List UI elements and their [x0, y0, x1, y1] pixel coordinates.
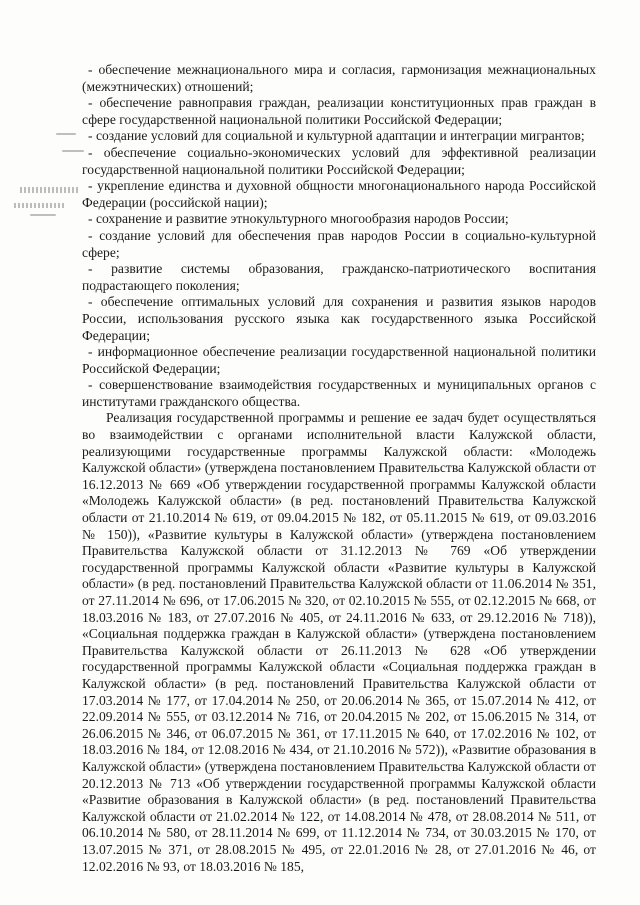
- list-dash: -: [88, 377, 93, 393]
- list-dash: -: [88, 95, 93, 111]
- list-item: [82, 62, 596, 95]
- scan-artifact: [56, 133, 76, 135]
- list-dash: -: [88, 294, 93, 310]
- list-dash: -: [88, 261, 93, 277]
- list-item: [82, 128, 596, 145]
- list-item: [82, 95, 596, 128]
- list-item: [82, 178, 596, 211]
- list-item-text: обеспечение оптимальных условий для сохранения и развития языков народов России, использования русского языка как государственного языка Российской Федерации;: [82, 294, 596, 343]
- list-item-text: создание условий для обеспечения прав народов России в социально-культурной сфере;: [82, 227, 596, 260]
- list-dash: -: [88, 144, 93, 160]
- list-item-text: развитие системы образования, гражданско-патриотического воспитания подрастающего поколения;: [82, 261, 596, 293]
- body-paragraph: Реализация государственной программы и решение ее задач будет осуществляться во взаимодействии с органами исполнительной власти Калужской области, реализующими государственные программы Калужской области: «Молодежь Калужской области» (утверждена постановлением Правительства Калужской области от 16.12.2013 № 669 «Об утверждении государственной программы Калужской области «Молодежь Калужской области» (в ред. постановлений Правительства Калужской области от 21.10.2014 № 619, от 09.04.2015 № 182, от 05.11.2015 № 619, от 09.03.2016 № 150)), «Развитие культуры в Калужской области» (утверждена постановлением Правительства Калужской области от 31.12.2013 № 769 «Об утверждении государственной программы Калужской области «Развитие культуры в Калужской области» (в ред. постановлений Правительства Калужской области от 11.06.2014 № 351, от 27.11.2014 № 696, от 17.06.2015 № 320, от 02.10.2015 № 555, от 02.12.2015 № 668, от 18.03.2016 № 183, от 27.07.2016 № 405, от 24.11.2016 № 633, от 29.12.2016 № 718)), «Социальная поддержка граждан в Калужской области» (утверждена постановлением Правительства Калужской области от 26.11.2013 № 628 «Об утверждении государственной программы Калужской области «Социальная поддержка граждан в Калужской области» (в ред. постановлений Правительства Калужской области от 17.03.2014 № 177, от 17.04.2014 № 250, от 20.06.2014 № 365, от 15.07.2014 № 412, от 22.09.2014 № 555, от 03.12.2014 № 716, от 20.04.2015 № 202, от 15.06.2015 № 314, от 26.06.2015 № 346, от 06.07.2015 № 361, от 17.11.2015 № 640, от 17.02.2016 № 102, от 18.03.2016 № 184, от 12.08.2016 № 434, от 21.10.2016 № 572)), «Развитие образования в Калужской области» (утверждена постановлением Правительства Калужской области от 20.12.2013 № 713 «Об утверждении государственной программы Калужской области «Развитие образования в Калужской области» (в ред. постановлений Правительства Калужской области от 21.02.2014 № 122, от 14.08.2014 № 478, от 28.08.2014 № 511, от 06.10.2014 № 580, от 28.11.2014 № 699, от 11.12.2014 № 734, от 30.03.2015 № 170, от 13.07.2015 № 371, от 28.08.2015 № 495, от 22.01.2016 № 28, от 27.01.2016 № 46, от 12.02.2016 № 93, от 18.03.2016 № 185,: [82, 410, 596, 874]
- list-item: [82, 228, 596, 261]
- scan-artifact: [20, 187, 80, 193]
- list-dash: -: [88, 128, 93, 144]
- list-item-text: обеспечение равноправия граждан, реализации конституционных прав граждан в сфере государственной национальной политики Российской Федерации;: [82, 95, 596, 127]
- list-dash: -: [88, 227, 93, 243]
- list-dash: -: [88, 62, 93, 77]
- list-item: [82, 294, 596, 344]
- list-item: [82, 145, 596, 178]
- list-item-text: обеспечение межнационального мира и согласия, гармонизация межнациональных (межэтнических) отношений;: [82, 62, 596, 94]
- list-item-text: сохранение и развитие этнокультурного многообразия народов России;: [95, 211, 509, 227]
- document-text: [82, 62, 596, 875]
- list-item-text: создание условий для социальной и культурной адаптации и интеграции мигрантов;: [95, 128, 585, 144]
- list-item-text: обеспечение социально-экономических условий для эффективной реализации государственной национальной политики Российской Федерации;: [82, 144, 597, 177]
- list-dash: -: [88, 211, 93, 227]
- list-item-text: совершенствование взаимодействия государственных и муниципальных органов с институтами гражданского общества.: [82, 377, 596, 409]
- list-item-text: информационное обеспечение реализации государственной национальной политики Российской Федерации;: [82, 344, 596, 376]
- list-item: [82, 211, 596, 228]
- list-dash: -: [88, 344, 93, 360]
- scan-artifact: [14, 203, 66, 208]
- list-dash: -: [88, 178, 93, 194]
- scan-artifact: [62, 150, 84, 152]
- list-item-text: укрепление единства и духовной общности многонационального народа Российской Федерации (российской нации);: [82, 178, 596, 210]
- list-item: [82, 261, 596, 294]
- list-item: [82, 377, 596, 410]
- list-item: [82, 344, 596, 377]
- scan-artifact: [30, 214, 56, 216]
